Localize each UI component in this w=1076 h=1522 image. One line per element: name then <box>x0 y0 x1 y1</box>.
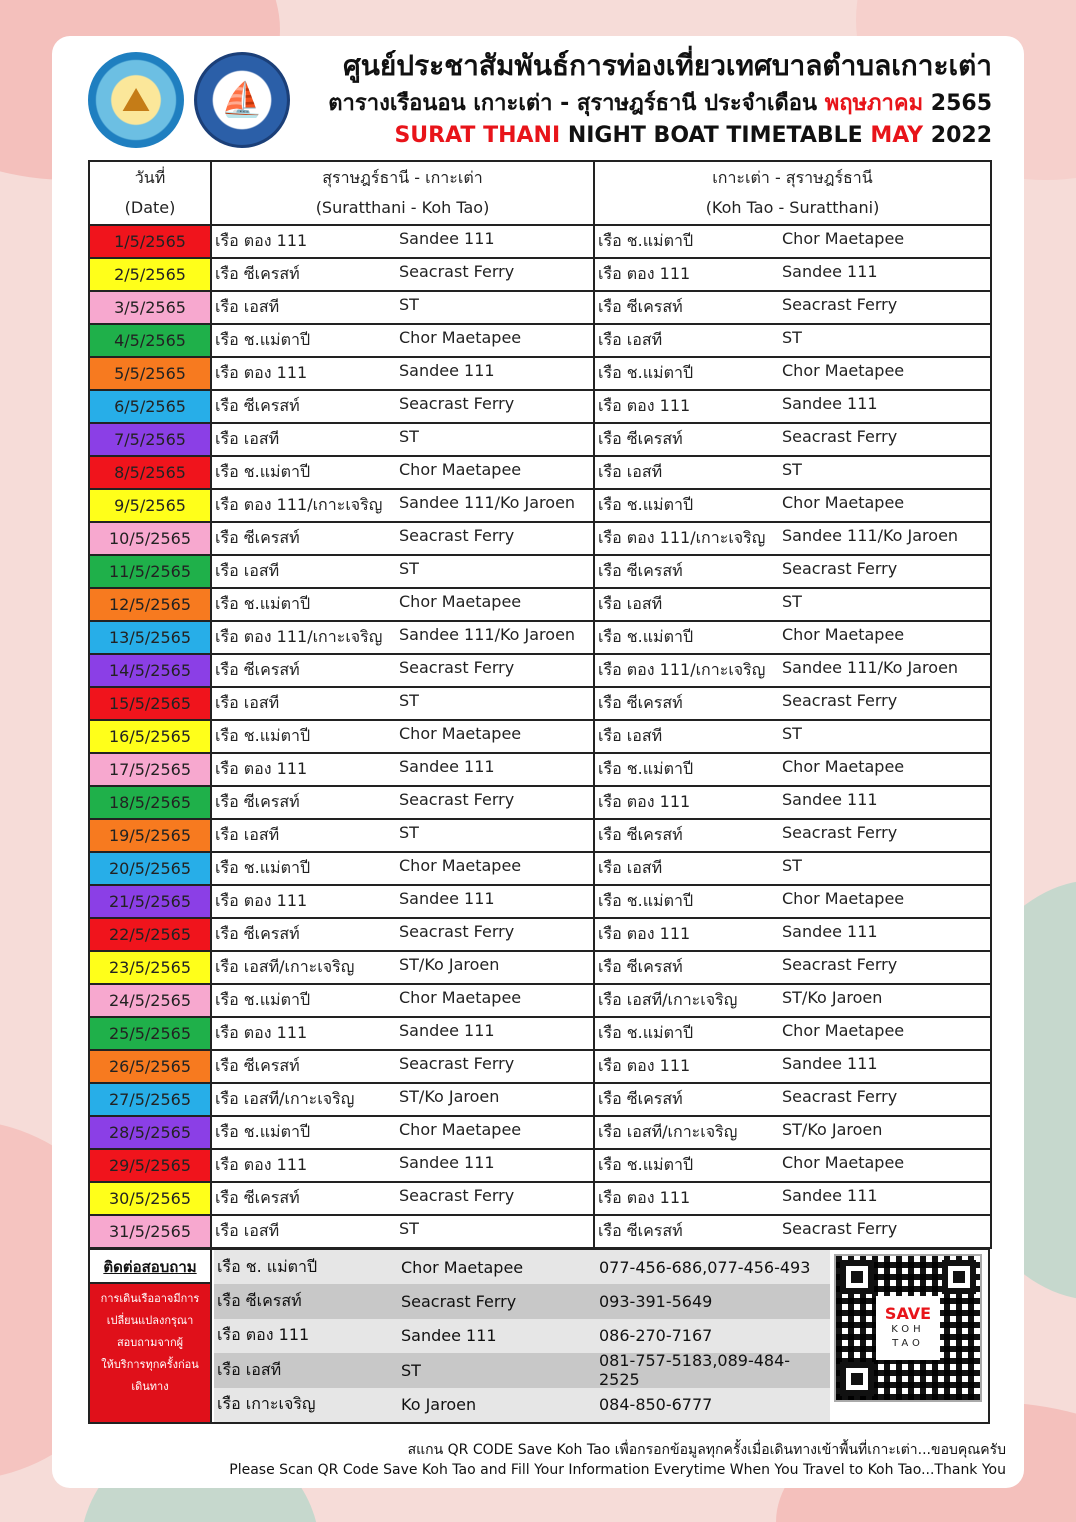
boat-thai: เรือ ช.แม่ตาปี <box>215 462 311 481</box>
boat-thai: เรือ เอสที <box>215 297 280 316</box>
boat-english: Chor Maetapee <box>782 229 905 248</box>
boat-thai: เรือ ซีเครสท์ <box>598 1089 683 1108</box>
outbound-cell <box>211 984 594 1017</box>
date-cell: 23/5/2565 <box>89 951 211 984</box>
date-cell: 21/5/2565 <box>89 885 211 918</box>
outbound-cell <box>211 753 594 786</box>
boat-thai: เรือ ช.แม่ตาปี <box>598 495 694 514</box>
table-row <box>89 852 991 885</box>
date-cell: 15/5/2565 <box>89 687 211 720</box>
boat-english: ST <box>399 295 419 314</box>
date-cell: 5/5/2565 <box>89 357 211 390</box>
boat-english: Sandee 111 <box>782 1186 878 1205</box>
outbound-cell <box>211 885 594 918</box>
boat-thai: เรือ ตอง 111 <box>215 1155 308 1174</box>
boat-thai: เรือ เอสที <box>215 693 280 712</box>
outbound-cell <box>211 225 594 258</box>
subtitle-english: SURAT THANI NIGHT BOAT TIMETABLE MAY 2022 <box>394 123 992 148</box>
return-cell <box>594 291 991 324</box>
outbound-cell <box>211 258 594 291</box>
return-cell <box>594 1050 991 1083</box>
boat-english: Chor Maetapee <box>399 856 522 875</box>
boat-english: Seacrast Ferry <box>399 658 515 677</box>
boat-english: ST <box>782 592 802 611</box>
boat-english: Seacrast Ferry <box>399 922 515 941</box>
date-cell: 18/5/2565 <box>89 786 211 819</box>
boat-thai: เรือ ตอง 111/เกาะเจริญ <box>598 660 766 679</box>
table-row <box>89 324 991 357</box>
date-cell: 3/5/2565 <box>89 291 211 324</box>
boat-thai: เรือ ช.แม่ตาปี <box>215 330 311 349</box>
boat-thai: เรือ เอสที <box>215 561 280 580</box>
boat-thai: เรือ เอสที <box>598 594 663 613</box>
return-cell <box>594 258 991 291</box>
date-cell: 16/5/2565 <box>89 720 211 753</box>
return-cell <box>594 1182 991 1215</box>
boat-thai: เรือ ตอง 111 <box>598 924 691 943</box>
table-row <box>89 1083 991 1116</box>
outbound-cell <box>211 456 594 489</box>
boat-english: Chor Maetapee <box>782 1021 905 1040</box>
boat-english: Chor Maetapee <box>399 592 522 611</box>
contact-list <box>214 1250 830 1422</box>
return-cell <box>594 357 991 390</box>
boat-english: Seacrast Ferry <box>399 526 515 545</box>
table-row <box>89 258 991 291</box>
boat-english: Seacrast Ferry <box>782 1087 898 1106</box>
outbound-cell <box>211 423 594 456</box>
boat-thai: เรือ ตอง 111/เกาะเจริญ <box>215 627 383 646</box>
boat-english: Chor Maetapee <box>782 493 905 512</box>
boat-thai: เรือ ซีเครสท์ <box>598 825 683 844</box>
boat-thai: เรือ ตอง 111 <box>598 1188 691 1207</box>
boat-thai: เรือ ช.แม่ตาปี <box>598 231 694 250</box>
boat-english: Sandee 111 <box>399 1021 495 1040</box>
return-cell <box>594 1083 991 1116</box>
table-row <box>89 390 991 423</box>
outbound-cell <box>211 654 594 687</box>
contact-boat-english: Seacrast Ferry <box>401 1292 517 1312</box>
outbound-cell <box>211 786 594 819</box>
boat-english: Sandee 111 <box>782 262 878 281</box>
contact-phone[interactable]: 077-456-686,077-456-493 <box>599 1257 811 1277</box>
return-cell <box>594 687 991 720</box>
table-row <box>89 588 991 621</box>
boat-english: Seacrast Ferry <box>782 295 898 314</box>
boat-thai: เรือ ซีเครสท์ <box>598 1221 683 1240</box>
boat-english: ST <box>782 856 802 875</box>
boat-thai: เรือ ช.แม่ตาปี <box>598 1155 694 1174</box>
outbound-cell <box>211 522 594 555</box>
boat-thai: เรือ เอสที/เกาะเจริญ <box>598 1122 738 1141</box>
date-cell: 20/5/2565 <box>89 852 211 885</box>
boat-thai: เรือ เอสที <box>215 825 280 844</box>
boat-thai: เรือ ตอง 111 <box>215 759 308 778</box>
return-cell <box>594 753 991 786</box>
boat-thai: เรือ ซีเครสท์ <box>215 396 300 415</box>
contact-boat-thai: เรือ เกาะเจริญ <box>217 1394 316 1414</box>
date-cell: 2/5/2565 <box>89 258 211 291</box>
boat-english: ST <box>399 559 419 578</box>
return-cell <box>594 456 991 489</box>
return-cell <box>594 819 991 852</box>
outbound-cell <box>211 390 594 423</box>
date-cell: 13/5/2565 <box>89 621 211 654</box>
table-row <box>89 1017 991 1050</box>
boat-thai: เรือ ตอง 111 <box>598 396 691 415</box>
boat-english: Sandee 111 <box>399 361 495 380</box>
return-cell <box>594 918 991 951</box>
contact-boat-thai: เรือ ตอง 111 <box>217 1325 310 1345</box>
boat-english: Seacrast Ferry <box>399 262 515 281</box>
date-cell: 6/5/2565 <box>89 390 211 423</box>
contact-boat-english: Ko Jaroen <box>401 1395 477 1415</box>
contact-row <box>214 1250 830 1284</box>
boat-thai: เรือ ซีเครสท์ <box>215 660 300 679</box>
outbound-cell <box>211 1116 594 1149</box>
boat-english: ST <box>782 460 802 479</box>
table-row <box>89 522 991 555</box>
boat-thai: เรือ ตอง 111/เกาะเจริญ <box>598 528 766 547</box>
outbound-cell <box>211 1083 594 1116</box>
boat-english: Seacrast Ferry <box>782 691 898 710</box>
outbound-cell <box>211 1215 594 1248</box>
boat-thai: เรือ ช.แม่ตาปี <box>215 1122 311 1141</box>
return-cell <box>594 654 991 687</box>
contact-phone[interactable]: 084-850-6777 <box>599 1395 713 1415</box>
table-row <box>89 489 991 522</box>
table-header-row <box>89 161 991 225</box>
table-row <box>89 984 991 1017</box>
boat-thai: เรือ ตอง 111 <box>598 264 691 283</box>
date-cell: 28/5/2565 <box>89 1116 211 1149</box>
table-row <box>89 1149 991 1182</box>
boat-english: ST <box>399 691 419 710</box>
boat-english: Sandee 111 <box>782 922 878 941</box>
date-cell: 12/5/2565 <box>89 588 211 621</box>
outbound-cell <box>211 1182 594 1215</box>
return-cell <box>594 786 991 819</box>
boat-english: ST <box>782 328 802 347</box>
date-cell: 25/5/2565 <box>89 1017 211 1050</box>
contact-phone[interactable]: 093-391-5649 <box>599 1292 713 1312</box>
boat-thai: เรือ เอสที/เกาะเจริญ <box>215 1089 355 1108</box>
date-cell: 9/5/2565 <box>89 489 211 522</box>
boat-thai: เรือ ช.แม่ตาปี <box>598 363 694 382</box>
return-cell <box>594 621 991 654</box>
boat-english: Seacrast Ferry <box>399 1054 515 1073</box>
contact-boat-english: Sandee 111 <box>401 1326 497 1346</box>
outbound-cell <box>211 588 594 621</box>
table-row <box>89 918 991 951</box>
qr-finder <box>840 1260 874 1294</box>
boat-thai: เรือ ช.แม่ตาปี <box>598 759 694 778</box>
boat-english: Chor Maetapee <box>399 1120 522 1139</box>
footer-english: Please Scan QR Code Save Koh Tao and Fill Your Information Everytime When You Travel to Koh Tao...Thank You <box>229 1462 1006 1478</box>
boat-english: Seacrast Ferry <box>782 427 898 446</box>
outbound-cell <box>211 324 594 357</box>
date-cell: 29/5/2565 <box>89 1149 211 1182</box>
boat-thai: เรือ ซีเครสท์ <box>598 297 683 316</box>
title-block <box>306 44 992 152</box>
boat-english: Chor Maetapee <box>782 757 905 776</box>
table-row <box>89 225 991 258</box>
return-cell <box>594 588 991 621</box>
return-cell <box>594 720 991 753</box>
outbound-cell <box>211 1050 594 1083</box>
boat-thai: เรือ ช.แม่ตาปี <box>215 990 311 1009</box>
qr-finder <box>840 1362 874 1396</box>
boat-thai: เรือ ตอง 111 <box>598 792 691 811</box>
outbound-cell <box>211 852 594 885</box>
date-cell: 24/5/2565 <box>89 984 211 1017</box>
outbound-cell <box>211 720 594 753</box>
table-row <box>89 555 991 588</box>
outbound-cell <box>211 951 594 984</box>
boat-thai: เรือ ซีเครสท์ <box>215 792 300 811</box>
schedule-table <box>88 160 992 1249</box>
boat-english: Seacrast Ferry <box>399 790 515 809</box>
qr-logo: SAVE KOH TAO <box>876 1296 940 1360</box>
contact-row <box>214 1388 830 1422</box>
table-row <box>89 1116 991 1149</box>
outbound-cell <box>211 1017 594 1050</box>
province-seal-icon: ⛵ <box>194 52 290 148</box>
contact-boat-english: Chor Maetapee <box>401 1257 524 1277</box>
boat-thai: เรือ เอสที/เกาะเจริญ <box>598 990 738 1009</box>
contact-row <box>214 1284 830 1318</box>
boat-thai: เรือ เอสที <box>215 1221 280 1240</box>
date-cell: 17/5/2565 <box>89 753 211 786</box>
table-row <box>89 753 991 786</box>
boat-english: ST <box>399 823 419 842</box>
contact-sidebar <box>90 1250 212 1422</box>
date-cell: 7/5/2565 <box>89 423 211 456</box>
boat-thai: เรือ เอสที/เกาะเจริญ <box>215 957 355 976</box>
boat-thai: เรือ ช.แม่ตาปี <box>598 891 694 910</box>
boat-english: Sandee 111 <box>782 394 878 413</box>
boat-english: Sandee 111 <box>782 790 878 809</box>
outbound-cell <box>211 1149 594 1182</box>
table-row <box>89 456 991 489</box>
boat-thai: เรือ ตอง 111 <box>598 1056 691 1075</box>
date-cell: 22/5/2565 <box>89 918 211 951</box>
contact-row <box>214 1319 830 1353</box>
date-cell: 26/5/2565 <box>89 1050 211 1083</box>
boat-english: ST/Ko Jaroen <box>399 955 500 974</box>
qr-finder <box>942 1260 976 1294</box>
qr-code-icon[interactable] <box>834 1254 982 1402</box>
boat-thai: เรือ ช.แม่ตาปี <box>215 594 311 613</box>
table-row <box>89 720 991 753</box>
boat-english: Seacrast Ferry <box>399 394 515 413</box>
boat-thai: เรือ ตอง 111 <box>215 231 308 250</box>
contact-phone[interactable]: 086-270-7167 <box>599 1326 713 1346</box>
municipality-seal-icon: ⛰ <box>88 52 184 148</box>
return-cell <box>594 522 991 555</box>
boat-english: Sandee 111 <box>399 229 495 248</box>
outbound-cell <box>211 489 594 522</box>
outbound-cell <box>211 918 594 951</box>
boat-english: Chor Maetapee <box>399 988 522 1007</box>
date-cell: 19/5/2565 <box>89 819 211 852</box>
outbound-cell <box>211 357 594 390</box>
outbound-cell <box>211 687 594 720</box>
outbound-cell <box>211 291 594 324</box>
table-row <box>89 1215 991 1248</box>
contact-phone[interactable]: 081-757-5183,089-484-2525 <box>599 1351 791 1390</box>
return-cell <box>594 885 991 918</box>
contact-boat-english: ST <box>401 1360 421 1380</box>
table-row <box>89 1050 991 1083</box>
date-cell: 31/5/2565 <box>89 1215 211 1248</box>
boat-english: Seacrast Ferry <box>782 955 898 974</box>
boat-thai: เรือ ตอง 111 <box>215 891 308 910</box>
boat-thai: เรือ ซีเครสท์ <box>215 1056 300 1075</box>
boat-english: Sandee 111/Ko Jaroen <box>399 493 576 512</box>
contact-boat-thai: เรือ ช. แม่ตาปี <box>217 1256 318 1276</box>
boat-thai: เรือ ซีเครสท์ <box>215 264 300 283</box>
return-cell <box>594 1215 991 1248</box>
return-cell <box>594 555 991 588</box>
return-cell <box>594 1017 991 1050</box>
boat-english: Seacrast Ferry <box>782 559 898 578</box>
boat-thai: เรือ เอสที <box>598 858 663 877</box>
boat-english: Sandee 111 <box>399 1153 495 1172</box>
outbound-column-header: สุราษฎร์ธานี - เกาะเต่า (Suratthani - Koh Tao) <box>211 161 594 225</box>
table-row <box>89 621 991 654</box>
table-row <box>89 885 991 918</box>
boat-thai: เรือ ช.แม่ตาปี <box>215 858 311 877</box>
contact-note: การเดินเรืออาจมีการ เปลี่ยนแปลงกรุณา สอบถามจากผู้ ให้บริการทุกครั้งก่อน เดินทาง <box>100 1292 200 1393</box>
boat-english: ST <box>782 724 802 743</box>
boat-thai: เรือ ซีเครสท์ <box>215 1188 300 1207</box>
boat-thai: เรือ เอสที <box>598 726 663 745</box>
table-row <box>89 951 991 984</box>
boat-thai: เรือ ตอง 111 <box>215 1023 308 1042</box>
boat-english: ST <box>399 1219 419 1238</box>
boat-thai: เรือ ช.แม่ตาปี <box>215 726 311 745</box>
table-row <box>89 786 991 819</box>
boat-english: Sandee 111/Ko Jaroen <box>782 526 959 545</box>
boat-thai: เรือ ซีเครสท์ <box>215 924 300 943</box>
boat-thai: เรือ ตอง 111/เกาะเจริญ <box>215 495 383 514</box>
table-row <box>89 423 991 456</box>
subtitle-thai: ตารางเรือนอน เกาะเต่า - สุราษฎร์ธานี ประจำเดือน พฤษภาคม 2565 <box>328 91 992 116</box>
return-cell <box>594 1149 991 1182</box>
boat-english: Chor Maetapee <box>399 724 522 743</box>
table-row <box>89 819 991 852</box>
page-title: ศูนย์ประชาสัมพันธ์การท่องเที่ยวเทศบาลตำบลเกาะเต่า <box>342 49 992 82</box>
boat-english: Chor Maetapee <box>782 889 905 908</box>
date-cell: 1/5/2565 <box>89 225 211 258</box>
boat-thai: เรือ ซีเครสท์ <box>215 528 300 547</box>
return-cell <box>594 951 991 984</box>
date-cell: 11/5/2565 <box>89 555 211 588</box>
outbound-cell <box>211 555 594 588</box>
boat-english: ST/Ko Jaroen <box>782 988 883 1007</box>
table-row <box>89 1182 991 1215</box>
date-column-header: วันที่ (Date) <box>89 161 211 225</box>
table-row <box>89 654 991 687</box>
table-row <box>89 687 991 720</box>
boat-english: Chor Maetapee <box>782 625 905 644</box>
contact-row <box>214 1351 830 1390</box>
return-cell <box>594 390 991 423</box>
date-cell: 4/5/2565 <box>89 324 211 357</box>
boat-english: Sandee 111/Ko Jaroen <box>399 625 576 644</box>
date-cell: 14/5/2565 <box>89 654 211 687</box>
boat-english: ST <box>399 427 419 446</box>
boat-thai: เรือ ช.แม่ตาปี <box>598 627 694 646</box>
boat-thai: เรือ ซีเครสท์ <box>598 561 683 580</box>
boat-english: Chor Maetapee <box>782 1153 905 1172</box>
footer-thai: สแกน QR CODE Save Koh Tao เพื่อกรอกข้อมูลทุกครั้งเมื่อเดินทางเข้าพื้นที่เกาะเต่า...ขอบคุณครับ <box>407 1442 1006 1458</box>
boat-english: Chor Maetapee <box>399 460 522 479</box>
outbound-cell <box>211 819 594 852</box>
boat-thai: เรือ เอสที <box>215 429 280 448</box>
boat-english: Sandee 111 <box>782 1054 878 1073</box>
date-cell: 8/5/2565 <box>89 456 211 489</box>
boat-thai: เรือ ตอง 111 <box>215 363 308 382</box>
return-cell <box>594 489 991 522</box>
date-cell: 10/5/2565 <box>89 522 211 555</box>
boat-thai: เรือ ช.แม่ตาปี <box>598 1023 694 1042</box>
table-row <box>89 357 991 390</box>
return-cell <box>594 324 991 357</box>
header <box>88 44 992 156</box>
boat-english: Sandee 111/Ko Jaroen <box>782 658 959 677</box>
boat-english: Seacrast Ferry <box>399 1186 515 1205</box>
boat-thai: เรือ ซีเครสท์ <box>598 957 683 976</box>
boat-thai: เรือ ซีเครสท์ <box>598 429 683 448</box>
contact-title: ติดต่อสอบถาม <box>90 1250 210 1284</box>
boat-english: Sandee 111 <box>399 889 495 908</box>
return-cell <box>594 1116 991 1149</box>
return-cell <box>594 225 991 258</box>
boat-english: ST/Ko Jaroen <box>782 1120 883 1139</box>
outbound-cell <box>211 621 594 654</box>
return-cell <box>594 423 991 456</box>
boat-english: Chor Maetapee <box>782 361 905 380</box>
boat-english: Seacrast Ferry <box>782 1219 898 1238</box>
boat-thai: เรือ เอสที <box>598 330 663 349</box>
return-cell <box>594 852 991 885</box>
date-cell: 30/5/2565 <box>89 1182 211 1215</box>
date-cell: 27/5/2565 <box>89 1083 211 1116</box>
boat-thai: เรือ เอสที <box>598 462 663 481</box>
return-column-header: เกาะเต่า - สุราษฎร์ธานี (Koh Tao - Suratthani) <box>594 161 991 225</box>
boat-english: Seacrast Ferry <box>782 823 898 842</box>
contact-boat-thai: เรือ เอสที <box>217 1359 282 1379</box>
boat-english: Sandee 111 <box>399 757 495 776</box>
footer <box>229 1440 1006 1480</box>
return-cell <box>594 984 991 1017</box>
boat-english: Chor Maetapee <box>399 328 522 347</box>
table-row <box>89 291 991 324</box>
contact-boat-thai: เรือ ซีเครสท์ <box>217 1291 302 1311</box>
boat-thai: เรือ ซีเครสท์ <box>598 693 683 712</box>
boat-english: ST/Ko Jaroen <box>399 1087 500 1106</box>
